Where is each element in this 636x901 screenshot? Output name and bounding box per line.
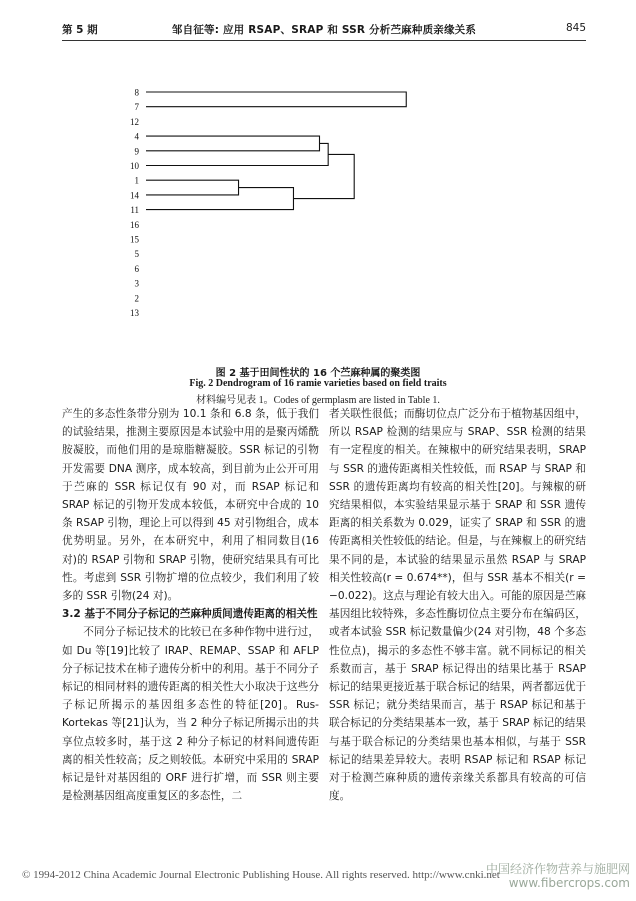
dendrogram-branch (293, 154, 354, 198)
leaf-label: 4 (134, 131, 139, 142)
figure-note: 材料编号见表 1。Codes of germplasm are listed in Table 1. (196, 395, 440, 406)
dendrogram-branch (146, 92, 406, 107)
leaf-label: 1 (134, 175, 139, 186)
leaf-label: 11 (130, 205, 139, 216)
leaf-label: 12 (130, 116, 139, 127)
watermark-line: www.fibercrops.com (508, 876, 630, 890)
figure-caption-cn: 图 2 基于田间性状的 16 个苎麻种属的聚类图 (215, 368, 421, 379)
dendrogram-branch (146, 143, 328, 165)
leaf-label: 7 (134, 102, 139, 113)
right-text-column (329, 405, 586, 805)
leaf-label: 8 (134, 87, 139, 98)
leaf-label: 15 (130, 234, 139, 245)
leaf-label: 9 (134, 146, 139, 157)
dendrogram-figure (0, 0, 636, 360)
paragraph: 不同分子标记技术的比较已在多种作物中进行过，如 Du 等[19]比较了 IRAP、REMAP、SSAP 和 AFLP 分子标记技术在柿子遗传分析中的利用。基于不同分子标记的相同材料的遗传距离的相关性大小取决于这些分子标记所揭示的基因组多态性的特征[20]。Rus-Kortekas 等[21]认为，当 2 种分子标记所揭示出的共享位点较多时，基于这 2 种分子标记的材料间遗传距离的相关性较高；反之则较低。本研究中采用的 SRAP 标记是针对基因组的 ORF 进行扩增，而 SSR 则主要是检测基因组高度重复区的多态性，二 (62, 626, 319, 803)
left-text-column (62, 405, 319, 805)
dendrogram-branch (146, 180, 239, 195)
leaf-label: 10 (130, 161, 139, 171)
page-number: 845 (565, 22, 586, 34)
dendrogram-branch (146, 188, 293, 210)
leaf-label: 5 (134, 249, 139, 260)
paragraph: 者关联性很低；而酶切位点广泛分布于植物基因组中，所以 RSAP 检测的结果应与 SRAP、SSR 检测的结果有一定程度的相关。在辣椒中的研究结果表明，SRAP 与 SSR 的遗传距离相关性较低，而 RSAP 与 SRAP 和 SSR 的遗传距离均有较高的相关性[20]。与辣椒的研究结果相似，本实验结果显示基于 SRAP 和 SSR 遗传距离的相关系数为 0.029，证实了 SRAP 和 SSR 的遗传距离相关性较低的结论。但是，与在辣椒上的研究结果不同的是，本试验的结果显示虽然 RSAP 与 SRAP 相关性较高(r = 0.674**)，但与 SSR 基本不相关(r = −0.022)。这点与理论有较大出入。可能的原因是苎麻基因组比较特殊，多态性酶切位点主要分布在编码区，或者本试验 SSR 标记数量偏少(24 对引物，48 个多态性位点)，揭示的多态性不够丰富。就不同标记的相关系数而言，基于 SRAP 标记得出的结果比基于 RSAP 标记的结果更接近基于联合标记的结果，两者都远优于 SSR 标记；就分类结果而言，基于 RSAP 标记和基于联合标记的分类结果基本一致，基于 SRAP 标记的结果与基于联合标记的分类结果也基本相似，与基于 SSR 标记的结果差异较大。表明 RSAP 标记和 RSAP 标记对于检测苎麻种质的遗传亲缘关系都具有较高的可信度。 (329, 408, 586, 803)
running-title: 邹自征等: 应用 RSAP、SRAP 和 SSR 分析苎麻种质亲缘关系 (171, 24, 477, 36)
leaf-label: 3 (134, 278, 139, 289)
dendrogram-branch (146, 136, 320, 151)
paragraph: 产生的多态性条带分别为 10.1 条和 6.8 条，低于我们的试验结果，推测主要原因是本试验中用的是聚丙烯酰胺凝胶，而他们用的是琼脂糖凝胶。SSR 标记的引物开发需要 DNA 测序，成本较高，到目前为止公开可用于苎麻的 SSR 标记仅有 90 对，而 RSAP 标记和 SRAP 标记的引物开发成本较低，本研究中合成的 10 条 RSAP 引物，理论上可以得到 45 对引物组合，成本优势明显。另外，在本研究中，利用了相同数目(16 对)的 RSAP 引物和 SRAP 引物，使研究结果具有可比性。考虑到 SSR 引物扩增的位点较少，我们利用了较多的 SSR 引物(24 对)。 (62, 408, 319, 603)
watermark (486, 862, 630, 890)
figure-caption-en: Fig. 2 Dendrogram of 16 ramie varieties based on field traits (189, 378, 447, 389)
leaf-label: 14 (130, 190, 139, 201)
copyright-footer: © 1994-2012 China Academic Journal Electronic Publishing House. All rights reserved. http://www.cnki.net (22, 869, 500, 881)
issue-label: 第 5 期 (62, 24, 98, 36)
leaf-label: 6 (134, 263, 139, 274)
section-heading: 3.2 基于不同分子标记的苎麻种质间遗传距离的相关性 (62, 608, 318, 621)
leaf-label: 13 (130, 308, 139, 318)
watermark-line: 中国经济作物营养与施肥网 (485, 862, 630, 876)
leaf-label: 2 (134, 293, 139, 304)
leaf-label: 16 (130, 219, 139, 230)
